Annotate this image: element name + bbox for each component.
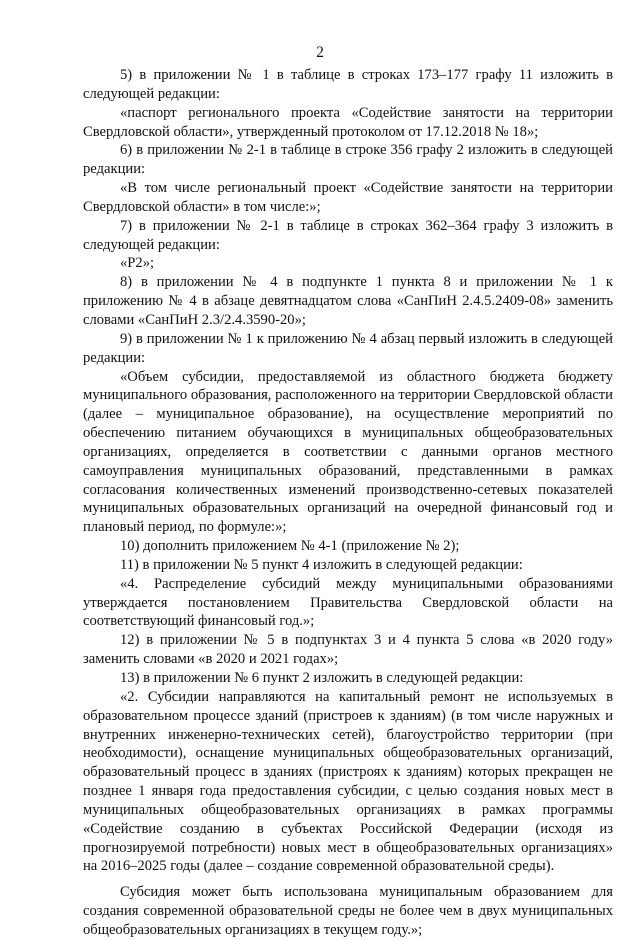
paragraph-item-9: 9) в приложении № 1 к приложению № 4 абзац первый изложить в следующей редакции: [83, 330, 613, 366]
quote-regional-project-employment: «В том числе региональный проект «Содействие занятости на территории Свердловской области» в том числе:»; [83, 180, 613, 215]
paragraph-item-5: 5) в приложении № 1 в таблице в строках 173–177 графу 11 изложить в следующей редакции: [83, 67, 613, 102]
quote-subsidy-purpose: «2. Субсидии направляются на капитальный ремонт не используемых в образовательном процессе зданий (пристроев к зданиям) (в том числе наружных и внутренних инженерно-технических сетей), благоустройство территории (при необходимости), оснащение муниципальных общеобразовательных организаций, образовательный процесс в зданиях (пристроях к зданиям) которых прекращен не позднее 1 января года предоставления субсидии, с целью создания новых мест в муниципальных общеобразовательных организациях в рамках программы «Содействие созданию в субъектах Российской Федерации (исходя из прогнозируемой потребности) новых мест в общеобразовательных организациях» на 2016–2025 годы (далее – создание современной образовательной среды). [83, 688, 613, 875]
paragraph-item-7: 7) в приложении № 2-1 в таблице в строках 362–364 графу 3 изложить в следующей редакции: [83, 217, 613, 253]
quote-subsidy-volume: «Объем субсидии, предоставляемой из областного бюджета бюджету муниципального образования, расположенного на территории Свердловской области (далее – муниципальное образование), на осуществление мероприятий по обеспечению питанием обучающихся в муниципальных общеобразовательных организациях, определяется в соответствии с данными органов местного самоуправления муниципальных образований, представленными в рамках согласования количественных изменений производственно-сетевых показателей муниципальных образовательных организаций на очередной финансовый год и плановый период, по формуле:»; [83, 368, 613, 536]
paragraph-item-11: 11) в приложении № 5 пункт 4 изложить в следующей редакции: [120, 556, 523, 573]
quote-subsidy-distribution: «4. Распределение субсидий между муниципальными образованиями утверждается постановлением Правительства Свердловской области на соответствующий финансовый год.»; [83, 575, 613, 630]
quote-p2: «Р2»; [120, 255, 155, 272]
quote-passport-regional-project: «паспорт регионального проекта «Содействие занятости на территории Свердловской области», утвержденный протоколом от 17.12.2018 № 18»; [83, 104, 613, 140]
paragraph-subsidy-usage: Субсидия может быть использована муниципальным образованием для создания современной образовательной среды не более чем в двух муниципальных общеобразовательных организациях в текущем году.»; [83, 884, 613, 938]
paragraph-item-10: 10) дополнить приложением № 4-1 (приложение № 2); [120, 538, 460, 555]
paragraph-item-6: 6) в приложении № 2-1 в таблице в строке 356 графу 2 изложить в следующей редакции: [83, 142, 613, 178]
paragraph-item-13: 13) в приложении № 6 пункт 2 изложить в следующей редакции: [120, 670, 524, 686]
document-body [83, 66, 613, 940]
paragraph-item-8: 8) в приложении № 4 в подпункте 1 пункта 8 и приложении № 1 к приложению № 4 в абзаце девятнадцатом слова «СанПиН 2.4.5.2409-08» заменить словами «СанПиН 2.3/2.4.3590-20»; [83, 274, 613, 328]
paragraph-item-12: 12) в приложении № 5 в подпунктах 3 и 4 пункта 5 слова «в 2020 году» заменить словами «в 2020 и 2021 годах»; [83, 632, 613, 668]
page-number: 2 [316, 44, 324, 61]
